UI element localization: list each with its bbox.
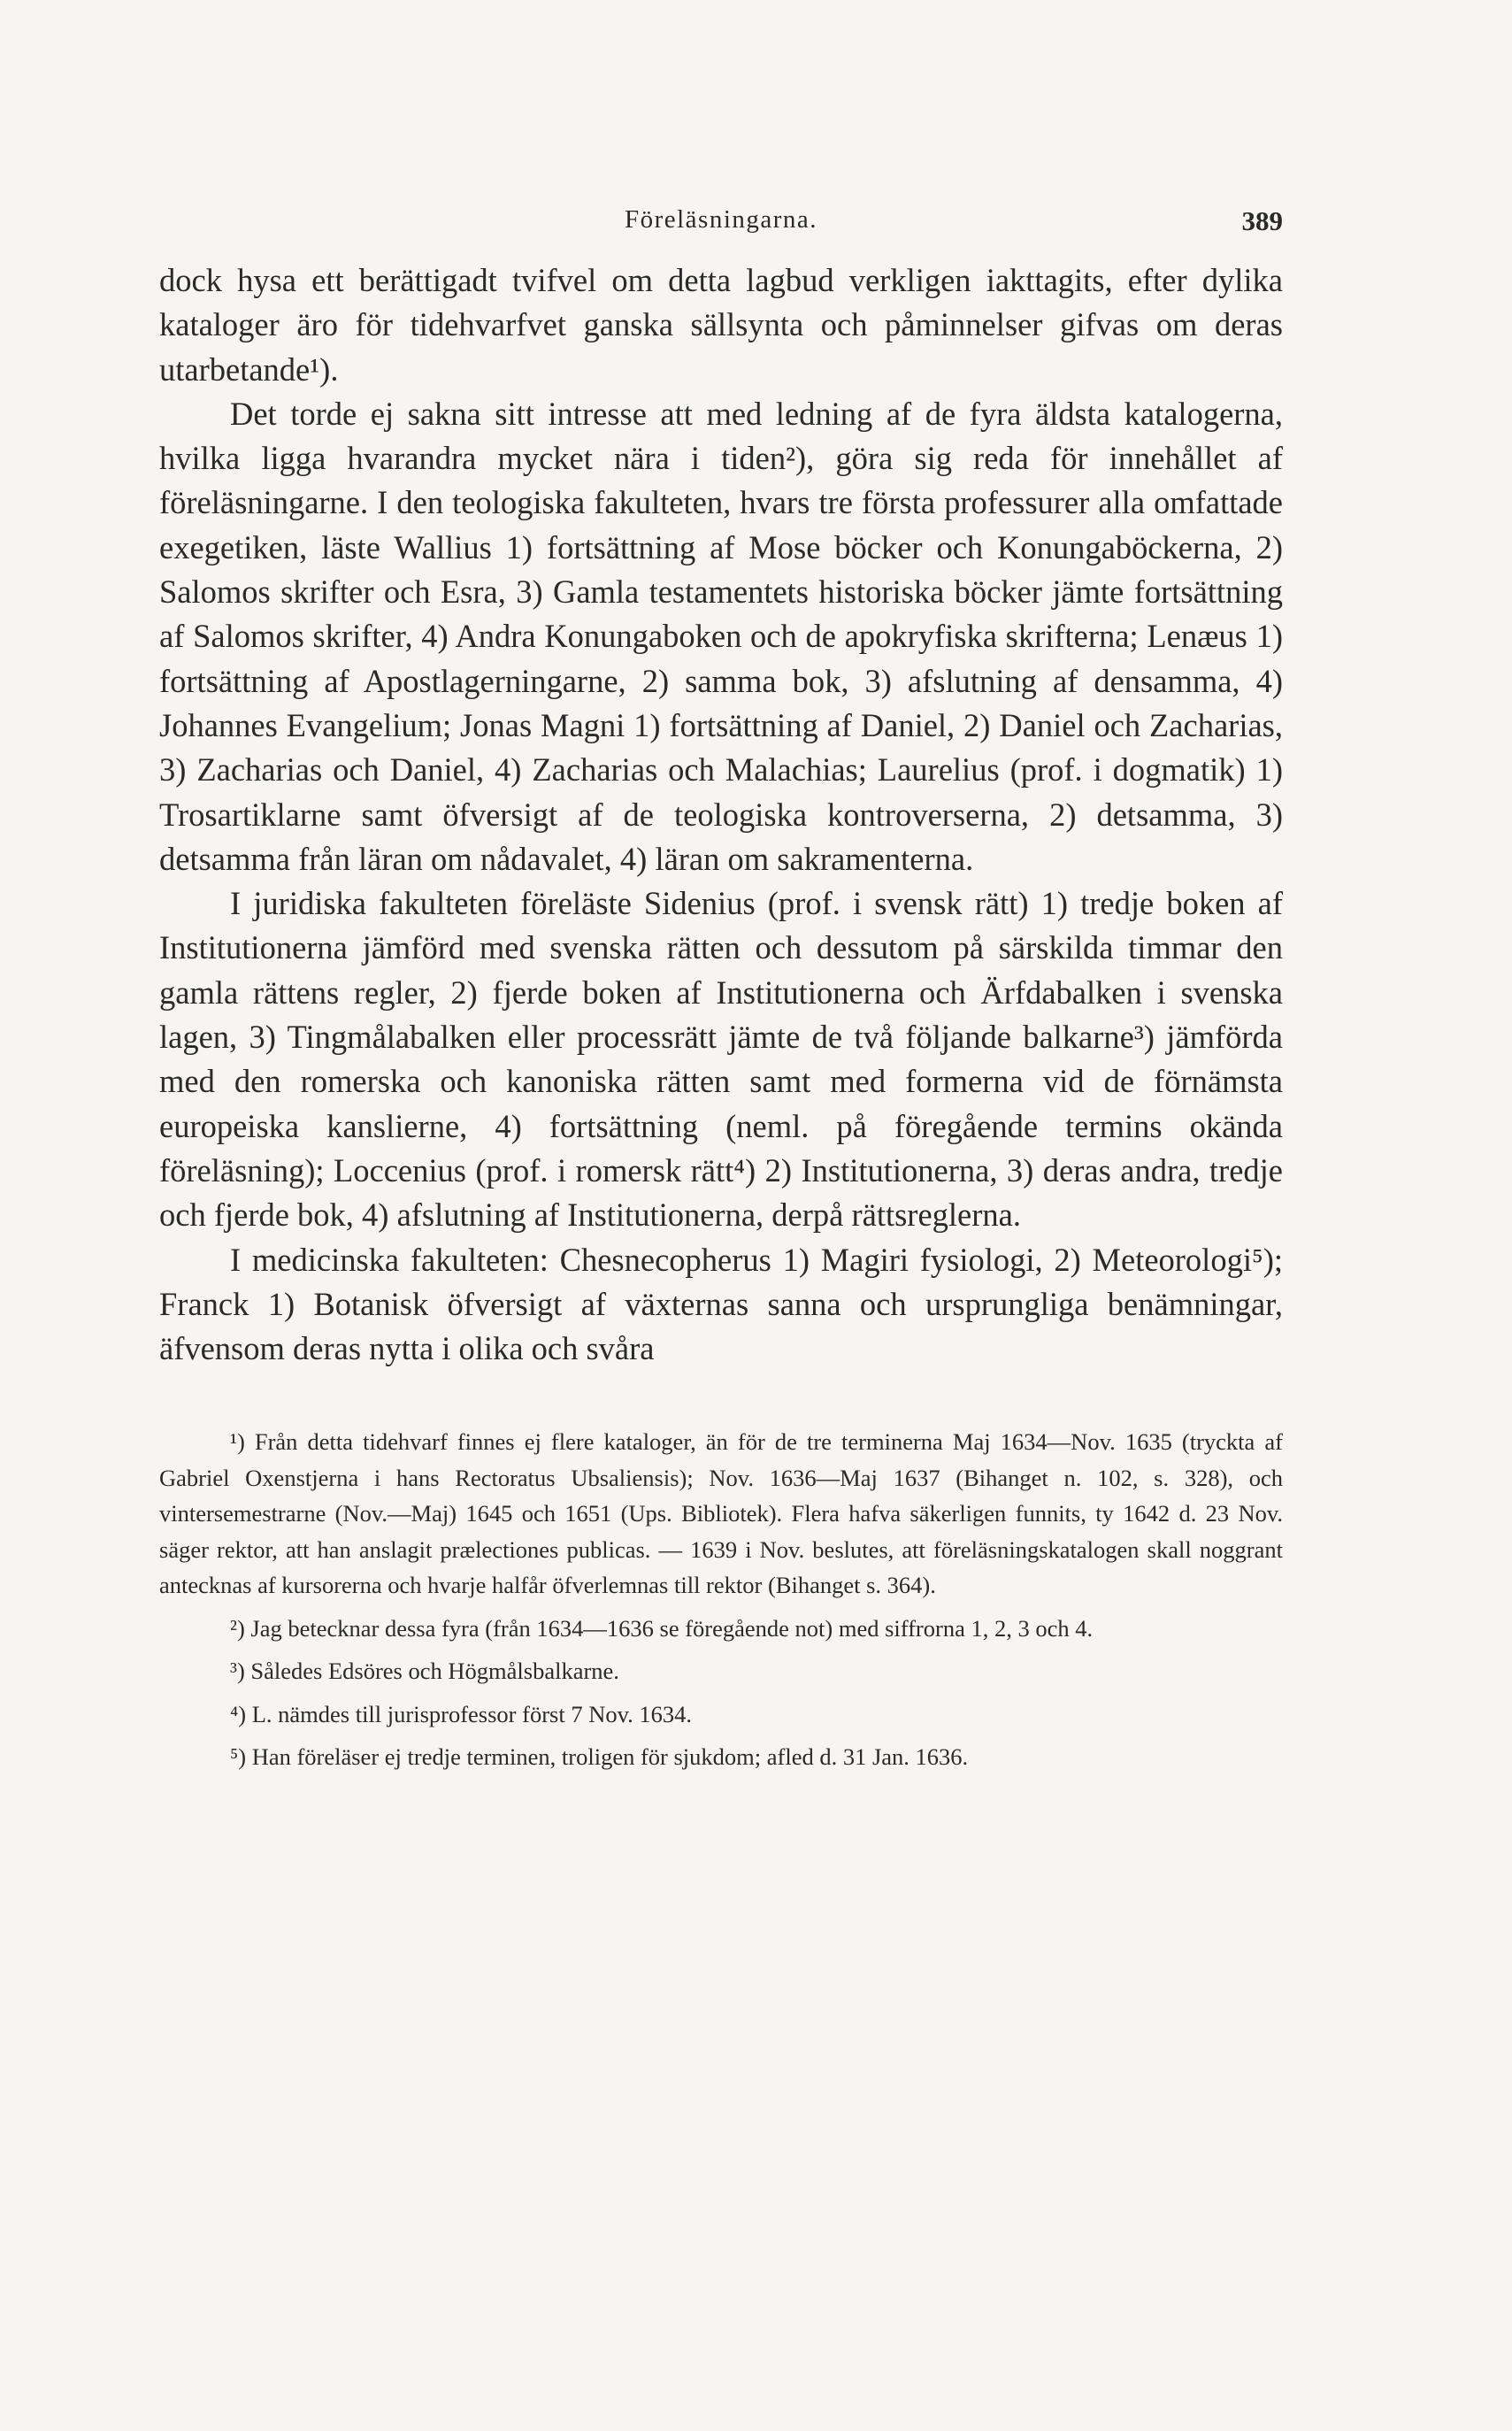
footnote-4: ⁴) L. nämdes till jurisprofessor först 7 Nov. 1634. — [230, 1700, 692, 1727]
body-text — [159, 258, 1283, 1371]
page-number: 389 — [1241, 205, 1283, 236]
paragraph-continuation: dock hysa ett berättigadt tvifvel om detta lagbud verkligen iakttagits, efter dylika kataloger äro för tidehvarfvet ganska sällsynta och påminnelser gifvas om deras utarbetande¹). — [159, 262, 1283, 388]
paragraph-medical-faculty: I medicinska fakulteten: Chesnecopherus 1) Magiri fysiologi, 2) Meteorologi⁵); Franck 1) Botanisk öfversigt af växternas sanna och ursprungliga benämningar, äfvensom deras nytta i olika och svåra — [159, 1241, 1283, 1367]
footnote-1: ¹) Från detta tidehvarf finnes ej flere kataloger, än för de tre terminerna Maj 1634—Nov. 1635 (tryckta af Gabriel Oxenstjerna i hans Rectoratus Ubsaliensis); Nov. 1636—Maj 1637 (Bihanget n. 102, s. 328), och vintersemestrarne (Nov.—Maj) 1645 och 1651 (Ups. Bibliotek). Flera hafva säkerligen funnits, ty 1642 d. 23 Nov. säger rektor, att han anslagit prælectiones publicas. — 1639 i Nov. beslutes, att föreläsningskatalogen skall noggrant antecknas af kursorerna och hvarje halfår öfverlemnas till rektor (Bihanget s. 364). — [159, 1428, 1283, 1599]
paragraph-theology-faculty: Det torde ej sakna sitt intresse att med ledning af de fyra äldsta katalogerna, hvilka ligga hvarandra mycket nära i tiden²), göra sig reda för innehållet af föreläsningarne. I den teologiska fakulteten, hvars tre första professurer alla omfattade exegetiken, läste Wallius 1) fortsättning af Mose böcker och Konungaböckerna, 2) Salomos skrifter och Esra, 3) Gamla testamentets historiska böcker jämte fortsättning af Salomos skrifter, 4) Andra Konungaboken och de apokryfiska skrifterna; Lenæus 1) fortsättning af Apostlagerningarne, 2) samma bok, 3) afslutning af densamma, 4) Johannes Evangelium; Jonas Magni 1) fortsättning af Daniel, 2) Daniel och Zacharias, 3) Zacharias och Daniel, 4) Zacharias och Malachias; Laurelius (prof. i dogmatik) 1) Trosartiklarne samt öfversigt af de teologiska kontroverserna, 2) detsamma, 3) detsamma från läran om nådavalet, 4) läran om sakramenterna. — [159, 395, 1283, 877]
book-page — [159, 205, 1283, 1782]
footnote-3: ³) Således Edsöres och Högmålsbalkarne. — [230, 1658, 619, 1685]
paragraph-law-faculty: I juridiska fakulteten föreläste Sidenius (prof. i svensk rätt) 1) tredje boken af Institutionerna jämförd med svenska rätten och dessutom på särskilda timmar den gamla rättens regler, 2) fjerde boken af Institutionerna och Ärfdabalken i svenska lagen, 3) Tingmålabalken eller processrätt jämte de två följande balkarne³) jämförda med den romerska och kanoniska rätten samt med formerna vid de förnämsta europeiska kanslierne, 4) fortsättning (neml. på föregående termins okända föreläsning); Loccenius (prof. i romersk rätt⁴) 2) Institutionerna, 3) deras andra, tredje och fjerde bok, 4) afslutning af Institutionerna, derpå rättsreglerna. — [159, 885, 1283, 1234]
footnotes — [159, 1424, 1283, 1775]
footnote-2: ²) Jag betecknar dessa fyra (från 1634—1636 se föregående not) med siffrorna 1, 2, 3 och 4. — [230, 1614, 1094, 1642]
running-title: Föreläsningarna. — [624, 205, 818, 234]
page-header — [159, 205, 1283, 258]
footnote-5: ⁵) Han föreläser ej tredje terminen, troligen för sjukdom; afled d. 31 Jan. 1636. — [230, 1743, 969, 1771]
